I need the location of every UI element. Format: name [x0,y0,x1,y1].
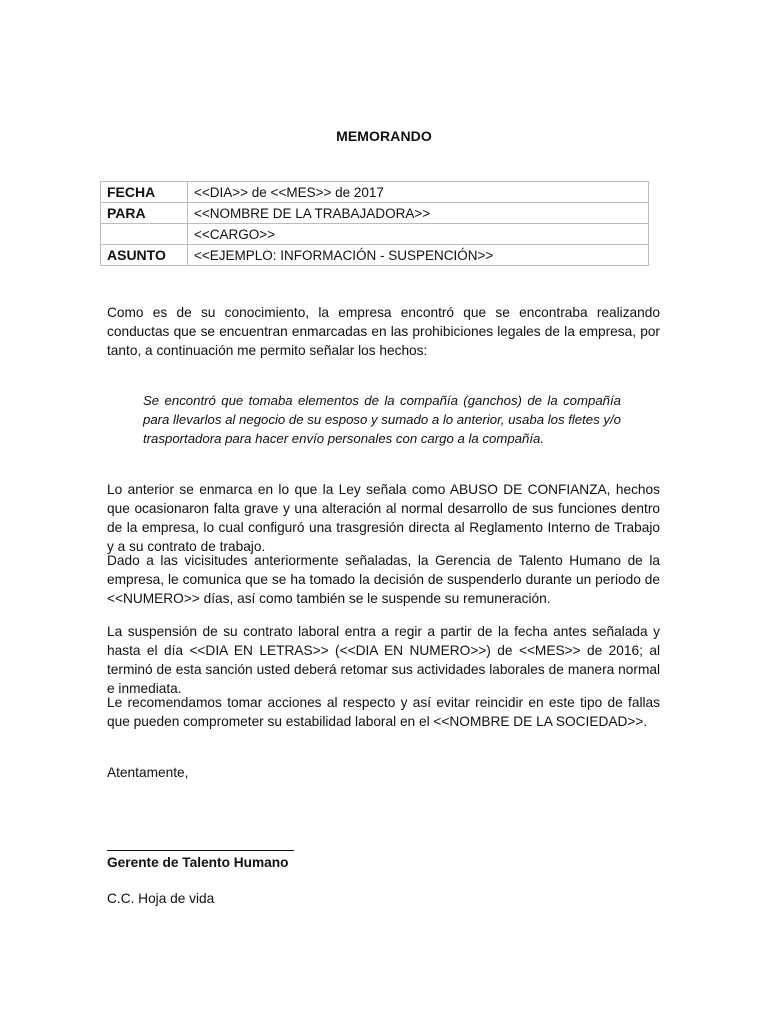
signature-title: Gerente de Talento Humano [107,855,289,870]
paragraph-recommendation: Le recomendamos tomar acciones al respecto y así evitar reincidir en este tipo de fallas que pueden comprometer su estabilidad laboral en el <<NOMBRE DE LA SOCIEDAD>>. [107,695,660,729]
field-value-fecha: <<DIA>> de <<MES>> de 2017 [188,182,649,203]
field-value-asunto: <<EJEMPLO: INFORMACIÓN - SUSPENCIÓN>> [188,245,649,266]
intro-paragraph: Como es de su conocimiento, la empresa encontró que se encontraba realizando conductas que se encuentran enmarcadas en las prohibiciones legales de la empresa, por tanto, a continuación me permito señalar los hechos: [107,305,660,358]
field-label-fecha: FECHA [101,182,188,203]
memo-header-table [100,181,649,266]
memo-title: MEMORANDO [336,128,432,144]
field-value-para: <<NOMBRE DE LA TRABAJADORA>> [188,203,649,224]
facts-quote: Se encontró que tomaba elementos de la compañía (ganchos) de la compañía para llevarlos al negocio de su esposo y sumado a lo anterior, usaba los fletes y/o trasportadora para hacer envío personales con cargo a la compañía. [143,393,621,446]
cc-note: C.C. Hoja de vida [107,891,215,906]
closing-text: Atentamente, [107,765,189,780]
table-row [101,203,649,224]
field-label-para: PARA [101,203,188,224]
signature-line [107,850,294,851]
field-label-empty [101,224,188,245]
table-row [101,245,649,266]
paragraph-abuso: Lo anterior se enmarca en lo que la Ley señala como ABUSO DE CONFIANZA, hechos que ocasionaron falta grave y una alteración al normal desarrollo de sus funciones dentro de la empresa, lo cual configuró una trasgresión directa al Reglamento Interno de Trabajo y a su contrato de trabajo. [107,482,660,554]
table-row [101,224,649,245]
field-value-cargo: <<CARGO>> [188,224,649,245]
paragraph-suspension-dates: La suspensión de su contrato laboral entra a regir a partir de la fecha antes señalada y hasta el día <<DIA EN LETRAS>> (<<DIA EN NUMERO>>) de <<MES>> de 2016; al terminó de esta sanción usted deberá retomar sus actividades laborales de manera normal e inmediata. [107,624,660,696]
field-label-asunto: ASUNTO [101,245,188,266]
paragraph-suspension-decision: Dado a las vicisitudes anteriormente señaladas, la Gerencia de Talento Humano de la empresa, le comunica que se ha tomado la decisión de suspenderlo durante un periodo de <<NUMERO>> días, así como también se le suspende su remuneración. [107,553,660,606]
table-row [101,182,649,203]
